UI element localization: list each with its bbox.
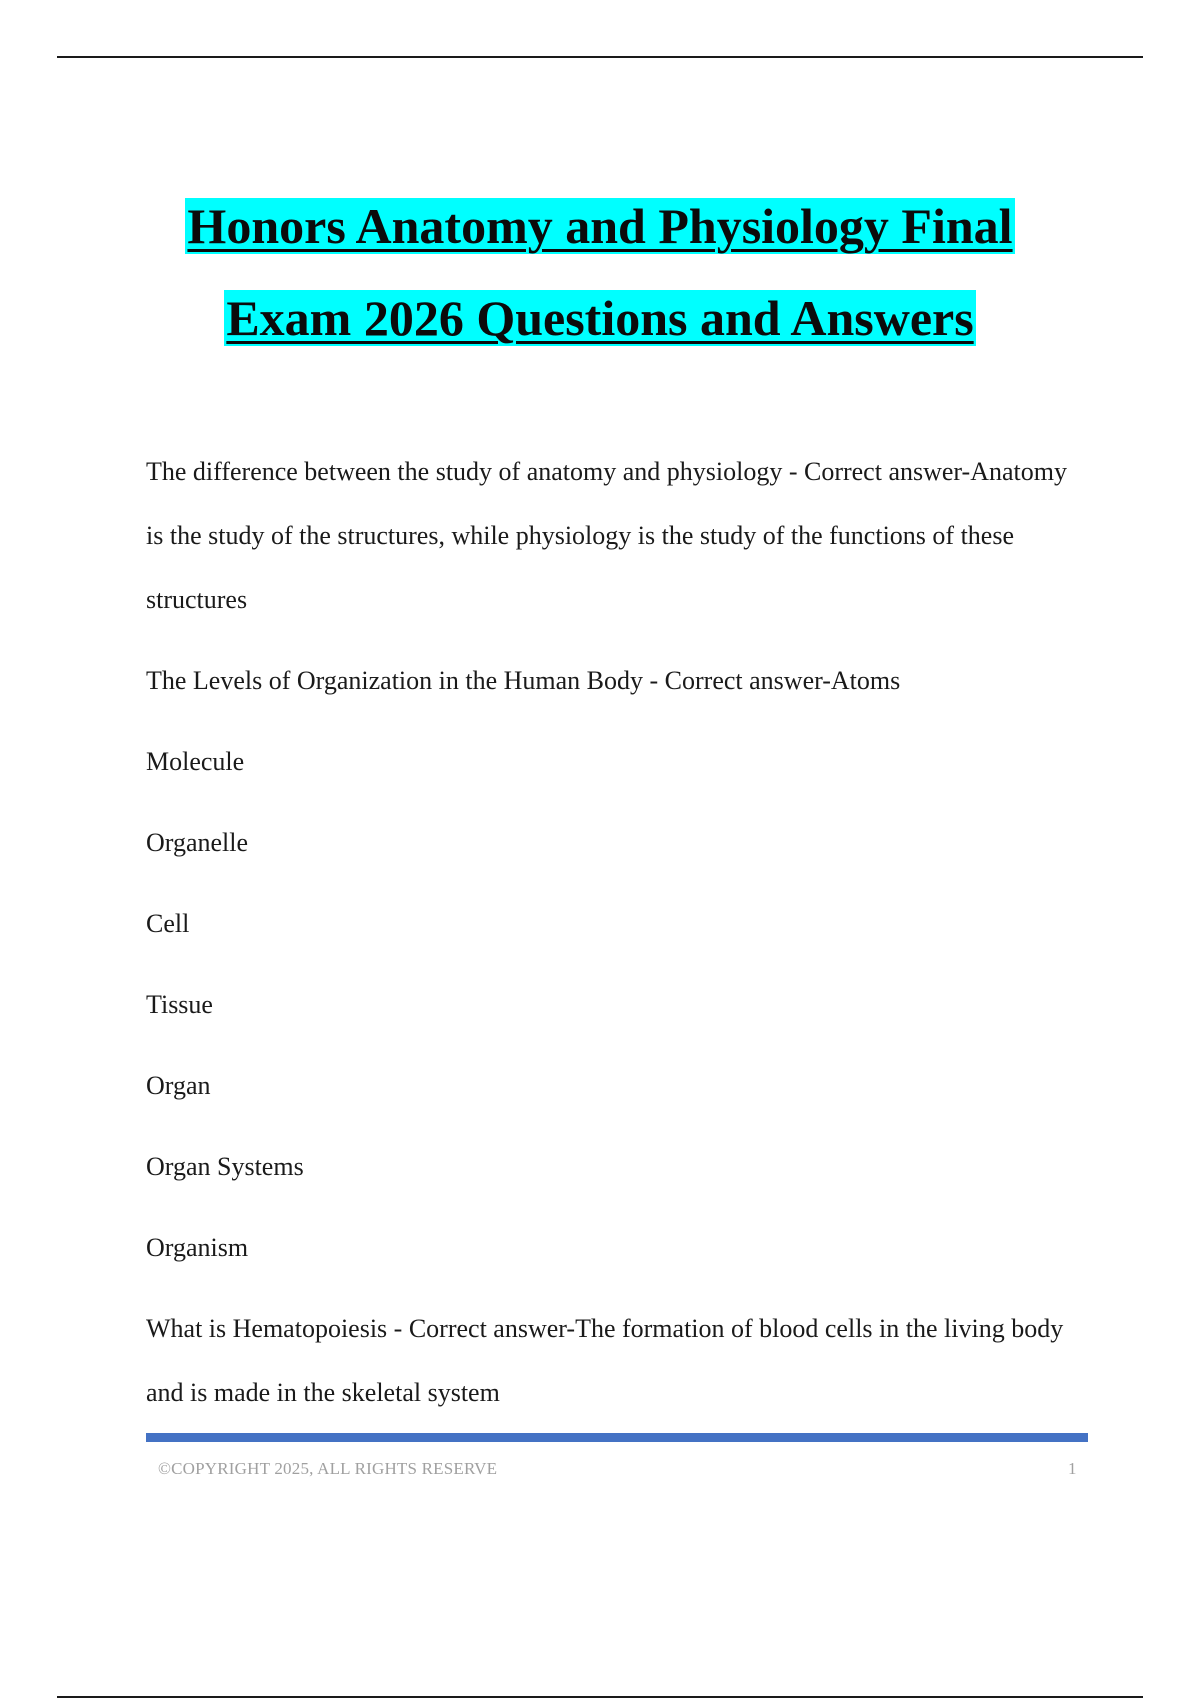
question-anatomy-vs-physiology: The difference between the study of anatomy and physiology - Correct answer-Anatomy is the study of the structures, while physiology is the study of the functions of these structures bbox=[146, 457, 1067, 614]
list-item-organ: Organ bbox=[146, 1071, 211, 1100]
footer-page-number: 1 bbox=[1068, 1459, 1077, 1478]
list-item-organelle: Organelle bbox=[146, 828, 249, 857]
document-body bbox=[146, 440, 1086, 1442]
footer-divider-bar bbox=[146, 1433, 1088, 1442]
list-item-cell: Cell bbox=[146, 909, 190, 938]
footer-copyright: ©COPYRIGHT 2025, ALL RIGHTS RESERVE bbox=[158, 1459, 498, 1478]
title-line-2 bbox=[0, 272, 1200, 364]
list-item-molecule: Molecule bbox=[146, 747, 245, 776]
title-line-1 bbox=[0, 180, 1200, 272]
title-text-2: Exam 2026 Questions and Answers bbox=[226, 290, 974, 346]
title-text-1: Honors Anatomy and Physiology Final bbox=[187, 198, 1013, 254]
document-title bbox=[0, 180, 1200, 364]
top-rule bbox=[57, 56, 1143, 58]
list-item-organ-systems: Organ Systems bbox=[146, 1152, 304, 1181]
question-levels-of-organization: The Levels of Organization in the Human Body - Correct answer-Atoms bbox=[146, 666, 901, 695]
list-item-tissue: Tissue bbox=[146, 990, 213, 1019]
list-item-organism: Organism bbox=[146, 1233, 249, 1262]
question-hematopoiesis: What is Hematopoiesis - Correct answer-The formation of blood cells in the living body and is made in the skeletal system bbox=[146, 1314, 1064, 1407]
bottom-rule bbox=[57, 1696, 1143, 1698]
